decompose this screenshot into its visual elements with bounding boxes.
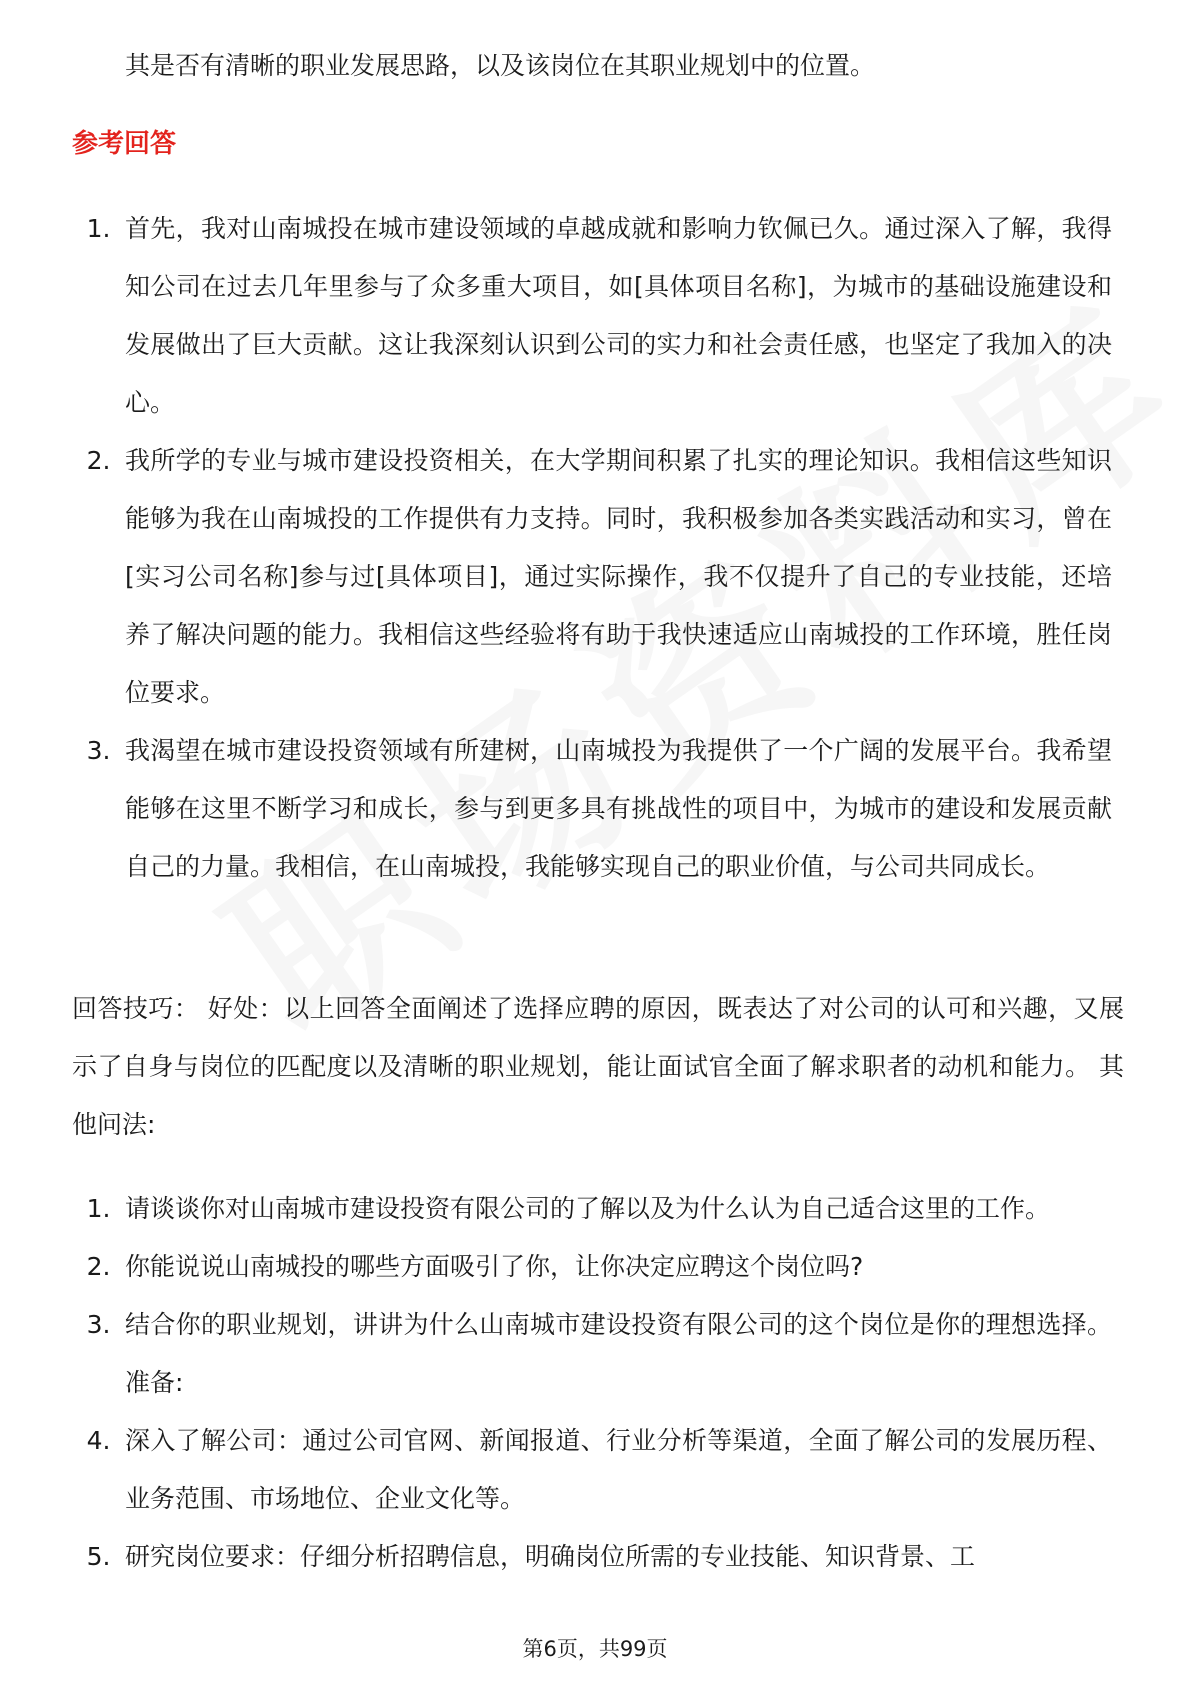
list-item-text: 请谈谈你对山南城市建设投资有限公司的了解以及为什么认为自己适合这里的工作。: [125, 1194, 1051, 1223]
list-item-number: 1.: [86, 214, 111, 243]
list-item-number: 2.: [86, 446, 111, 475]
list-item: [72, 200, 1112, 432]
list-item-text: 我渴望在城市建设投资领域有所建树，山南城投为我提供了一个广阔的发展平台。我希望能够在这里不断学习和成长，参与到更多具有挑战性的项目中，为城市的建设和发展贡献自己的力量。我相信，在山南城投，我能够实现自己的职业价值，与公司共同成长。: [125, 736, 1112, 881]
list-item-text: 深入了解公司：通过公司官网、新闻报道、行业分析等渠道，全面了解公司的发展历程、业务范围、市场地位、企业文化等。: [125, 1426, 1112, 1513]
list-item-number: 4.: [86, 1426, 111, 1455]
intro-line: 其是否有清晰的职业发展思路，以及该岗位在其职业规划中的位置。: [125, 51, 876, 80]
list-item-number: 3.: [86, 736, 111, 765]
list-item: [72, 1238, 1112, 1296]
list-item: [72, 722, 1112, 896]
tips-paragraph: 回答技巧： 好处：以上回答全面阐述了选择应聘的原因，既表达了对公司的认可和兴趣，又展示了自身与岗位的匹配度以及清晰的职业规划，能让面试官全面了解求职者的动机和能力。 其他问法:: [72, 994, 1124, 1139]
page-footer: 第6页，共99页: [522, 1637, 668, 1661]
answer-list: [72, 200, 1112, 896]
list-item-number: 2.: [86, 1252, 111, 1281]
list-item-text: 你能说说山南城投的哪些方面吸引了你，让你决定应聘这个岗位吗?: [125, 1252, 864, 1281]
list-item: [72, 1528, 1112, 1586]
list-item: [72, 1180, 1112, 1238]
list-item: [72, 432, 1112, 722]
list-item-number: 3.: [86, 1310, 111, 1339]
list-item: [72, 1412, 1112, 1528]
list-item-number: 1.: [86, 1194, 111, 1223]
list-item-text: 首先，我对山南城投在城市建设领域的卓越成就和影响力钦佩已久。通过深入了解，我得知公司在过去几年里参与了众多重大项目，如[具体项目名称]，为城市的基础设施建设和发展做出了巨大贡献。这让我深刻认识到公司的实力和社会责任感，也坚定了我加入的决心。: [125, 214, 1112, 417]
list-item: [72, 1296, 1112, 1412]
list-item-text: 结合你的职业规划，讲讲为什么山南城市建设投资有限公司的这个岗位是你的理想选择。 准备:: [125, 1310, 1112, 1397]
other-questions-list: [72, 1180, 1112, 1586]
section-heading: 参考回答: [72, 129, 177, 159]
list-item-text: 研究岗位要求：仔细分析招聘信息，明确岗位所需的专业技能、知识背景、工: [125, 1542, 976, 1571]
list-item-text: 我所学的专业与城市建设投资相关，在大学期间积累了扎实的理论知识。我相信这些知识能够为我在山南城投的工作提供有力支持。同时，我积极参加各类实践活动和实习，曾在[实习公司名称]参与过[具体项目]，通过实际操作，我不仅提升了自己的专业技能，还培养了解决问题的能力。我相信这些经验将有助于我快速适应山南城投的工作环境，胜任岗位要求。: [125, 446, 1112, 707]
list-item-number: 5.: [86, 1542, 111, 1571]
